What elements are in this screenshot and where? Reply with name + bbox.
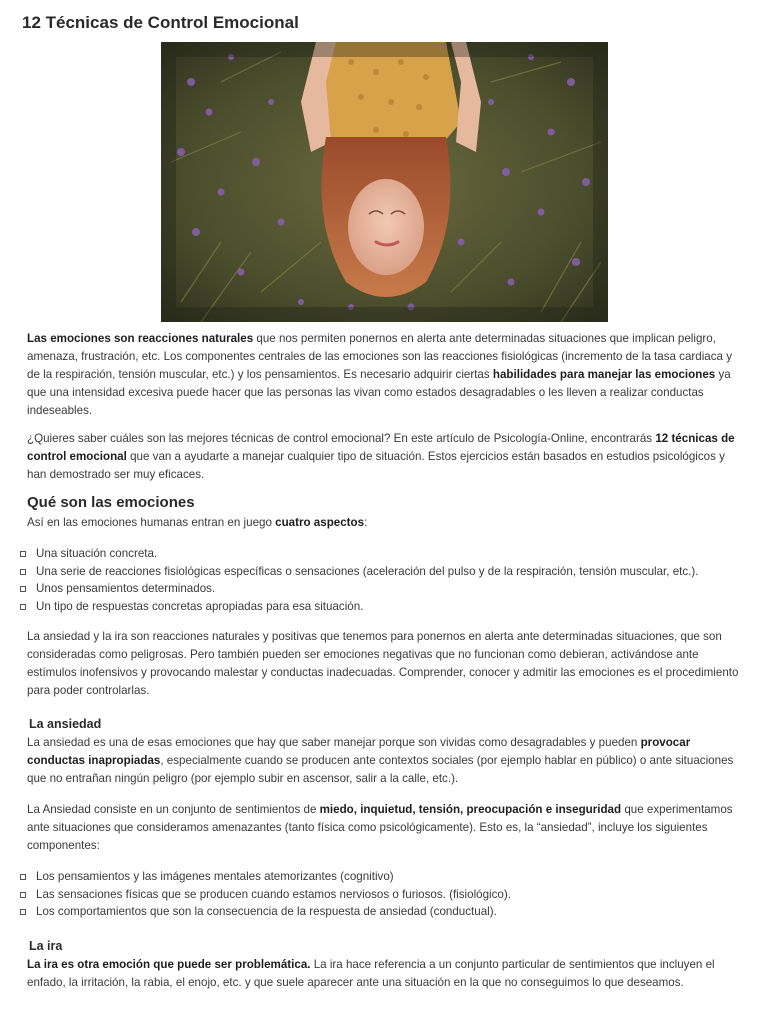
text-segment: ¿Quieres saber cuáles son las mejores técnicas de control emocional? En este artículo de Psicología-Online, encontrarás (27, 432, 656, 445)
checkbox-bullet-icon (20, 551, 26, 557)
list-item (27, 563, 745, 581)
text-segment: La ira hace referencia a un conjunto particular de sentimientos que incluyen el enfado, la irritación, la rabia, el enojo, etc. y que suele aparecer ante una situación en la que no conseguimos lo que deseamos. (27, 958, 715, 989)
text-segment: ya que una intensidad excesiva puede hacer que las personas las vivan como estados desagradables o les lleven a realizar conductas indeseables. (27, 368, 731, 417)
bold-text: habilidades para manejar las emociones (492, 368, 716, 381)
anxiety-paragraph-1 (27, 734, 745, 788)
checkbox-bullet-icon (20, 892, 26, 898)
list-item (27, 903, 745, 921)
list-item (27, 545, 745, 563)
article-title: 12 Técnicas de Control Emocional (22, 13, 299, 32)
list-item-text: Los comportamientos que son la consecuencia de la respuesta de ansiedad (conductual). (36, 905, 497, 918)
list-item-text: Unos pensamientos determinados. (36, 582, 216, 595)
bold-text: Las emociones son reacciones naturales (27, 332, 254, 345)
bold-text: provocar conductas inapropiadas (27, 736, 691, 767)
section-anger (27, 939, 745, 992)
anger-paragraph-1 (27, 956, 745, 992)
aspects-list (27, 545, 745, 615)
section-heading: Qué son las emociones (27, 494, 195, 511)
text-segment: , especialmente cuando se producen ante contextos sociales (por ejemplo hablar en público) o ante situaciones que no entrañan ningún peligro (por ejemplo subir en ascensor, salir a la calle, etc.). (27, 754, 734, 785)
text-segment: La Ansiedad consiste en un conjunto de sentimientos de (27, 803, 320, 816)
anxiety-components-list (27, 868, 745, 921)
list-item (27, 598, 745, 616)
intro-text-2 (27, 430, 745, 484)
section-heading: La ira (29, 939, 63, 953)
checkbox-bullet-icon (20, 569, 26, 575)
section-anxiety (27, 717, 745, 921)
list-item (27, 580, 745, 598)
list-item-text: Una serie de reacciones fisiológicas específicas o sensaciones (aceleración del pulso y de la respiración, tensión muscular, etc.). (36, 564, 699, 578)
list-item-text: Una situación concreta. (36, 547, 158, 560)
bold-text: La ira es otra emoción que puede ser problemática. (27, 958, 311, 971)
anxiety-paragraph-2 (27, 801, 745, 855)
checkbox-bullet-icon (20, 909, 26, 915)
text-segment: que van a ayudarte a manejar cualquier tipo de situación. Estos ejercicios están basados en estudios psicológicos y han demostrado ser muy eficaces. (27, 450, 725, 481)
intro-paragraph-1 (27, 330, 745, 420)
list-item-text: Los pensamientos y las imágenes mentales atemorizantes (cognitivo) (36, 870, 394, 883)
intro-paragraph-2 (27, 430, 745, 484)
bold-text: miedo, inquietud, tensión, preocupación e inseguridad (319, 803, 622, 816)
section-what-are-emotions (27, 494, 745, 700)
section-heading: La ansiedad (29, 717, 102, 731)
section-paragraph (27, 628, 745, 700)
bold-text: cuatro aspectos (275, 516, 365, 529)
checkbox-bullet-icon (20, 586, 26, 592)
text-segment: que nos permiten ponernos en alerta ante determinadas situaciones que implican peligro, amenaza, frustración, etc. Los componentes centrales de las emociones son las reacciones fisiológicas (incremento de la tasa cardiaca y de la respiración, tensión muscular, etc.) y los pensamientos. Es necesario adquirir ciertas (27, 332, 733, 381)
text-segment: que experimentamos ante situaciones que consideramos amenazantes (tanto física como psicológicamente). Esto es, la “ansiedad”, incluye los siguientes componentes: (27, 803, 733, 852)
bold-text: 12 técnicas de control emocional (27, 432, 735, 463)
list-item (27, 868, 745, 886)
text-segment: La ansiedad y la ira son reacciones naturales y positivas que tenemos para ponernos en alerta ante determinadas situaciones, que son consideradas como peligrosas. Pero también pueden ser emociones negativas que no funcionan como debieran, activándose ante estímulos inofensivos y provocando malestar y conductas inadecuadas. Comprender, conocer y admitir las emociones es el procedimiento para poder controlarlas. (27, 630, 739, 697)
checkbox-bullet-icon (20, 874, 26, 880)
section-lead (27, 514, 745, 532)
list-item (27, 886, 745, 904)
text-segment: Así en las emociones humanas entran en juego (27, 516, 276, 529)
checkbox-bullet-icon (20, 604, 26, 610)
text-segment: La ansiedad es una de esas emociones que hay que saber manejar porque son vividas como desagradables y pueden (27, 736, 641, 749)
text-segment: : (364, 516, 368, 529)
intro-text-1 (27, 330, 745, 420)
list-item-text: Un tipo de respuestas concretas apropiadas para esa situación. (36, 599, 364, 613)
list-item-text: Las sensaciones físicas que se producen cuando estamos nerviosos o furiosos. (fisiológico). (36, 887, 511, 901)
hero-image (161, 42, 608, 322)
